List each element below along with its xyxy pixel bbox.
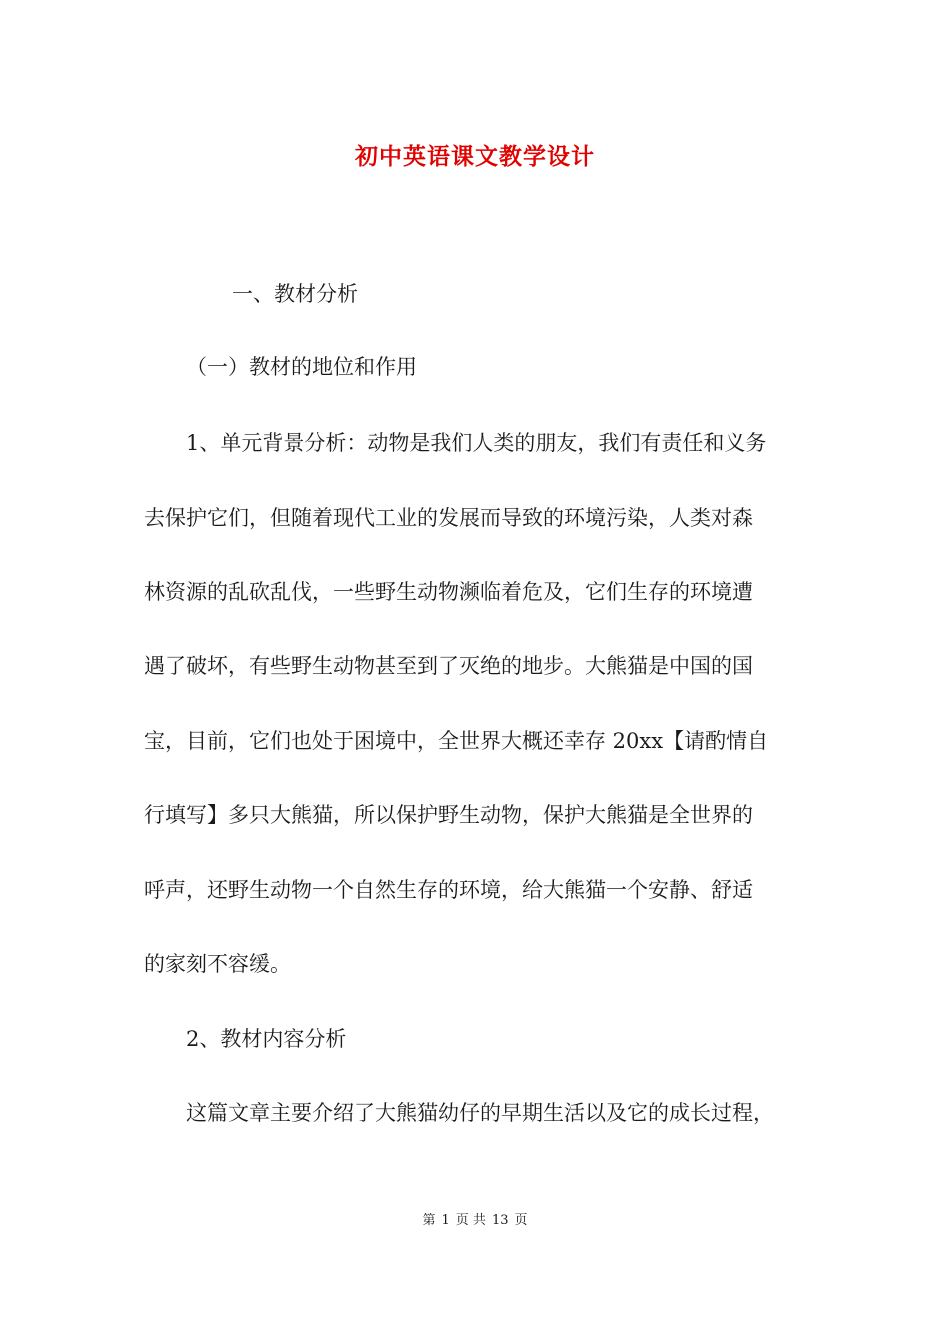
footer-mid: 页 共 bbox=[455, 1213, 486, 1228]
paragraph-line: 去保护它们，但随着现代工业的发展而导致的环境污染，人类对森 bbox=[144, 506, 753, 530]
paragraph-line: 的家刻不容缓。 bbox=[144, 952, 291, 976]
paragraph-line: 宝，目前，它们也处于困境中，全世界大概还幸存 20xx【请酌情自 bbox=[144, 729, 769, 753]
paragraph-line: 呼声，还野生动物一个自然生存的环境，给大熊猫一个安静、舒适 bbox=[144, 878, 753, 902]
document-title: 初中英语课文教学设计 bbox=[355, 143, 595, 170]
subsection-heading: 2、教材内容分析 bbox=[186, 1027, 347, 1051]
paragraph-line: 1、单元背景分析：动物是我们人类的朋友，我们有责任和义务 bbox=[186, 431, 767, 455]
paragraph-line: 林资源的乱砍乱伐，一些野生动物濒临着危及，它们生存的环境遭 bbox=[144, 580, 753, 604]
footer-suffix: 页 bbox=[514, 1213, 528, 1228]
section-heading: 一、教材分析 bbox=[232, 282, 358, 306]
paragraph-line: 遇了破坏，有些野生动物甚至到了灭绝的地步。大熊猫是中国的国 bbox=[144, 654, 753, 678]
paragraph-line: 这篇文章主要介绍了大熊猫幼仔的早期生活以及它的成长过程， bbox=[186, 1101, 774, 1125]
footer-prefix: 第 bbox=[422, 1213, 436, 1228]
total-pages-number: 13 bbox=[491, 1213, 509, 1228]
paragraph-line: 行填写】多只大熊猫，所以保护野生动物，保护大熊猫是全世界的 bbox=[144, 803, 753, 827]
subsection-heading: （一）教材的地位和作用 bbox=[186, 355, 417, 379]
current-page-number: 1 bbox=[441, 1213, 450, 1228]
page-footer bbox=[0, 1209, 950, 1228]
